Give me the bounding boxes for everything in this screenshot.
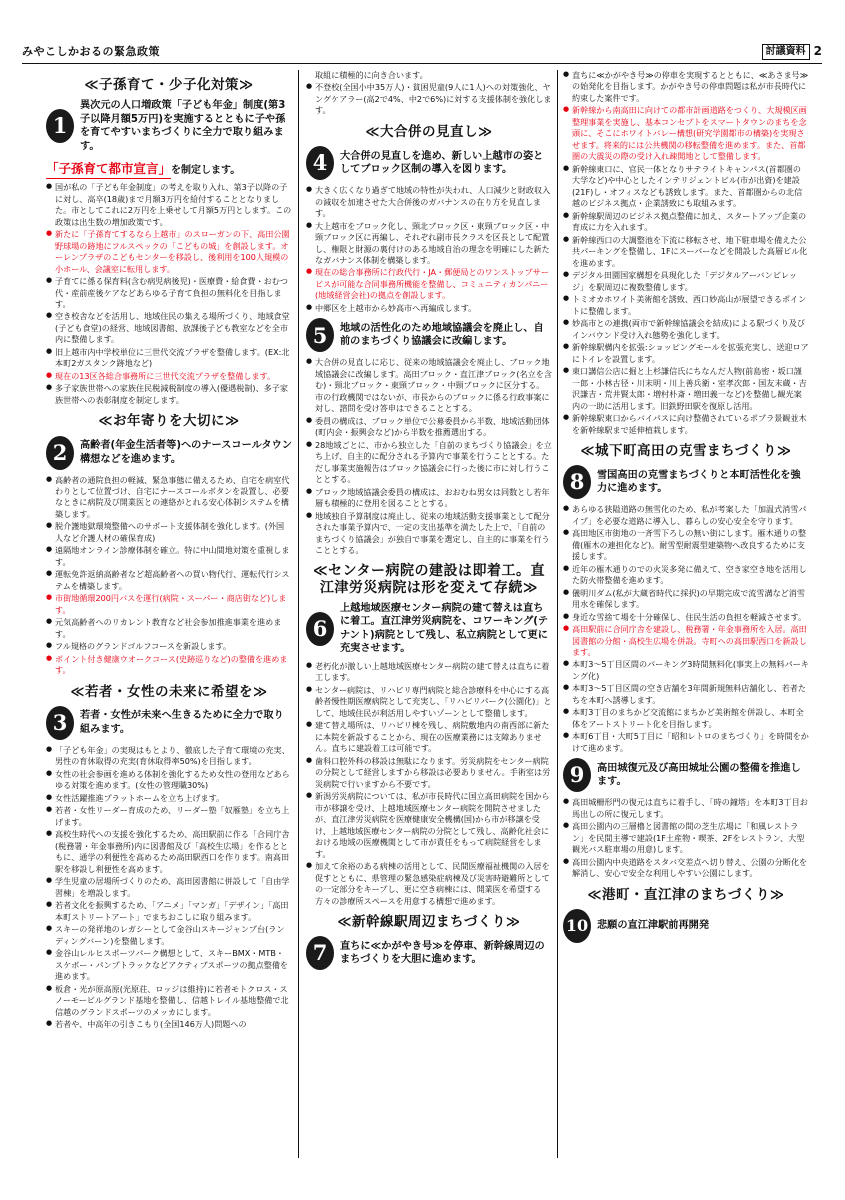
list-item: ● 学生児童の居場所づくりのため、高田図書館に併設して「自由学習棟」を増設します。 bbox=[46, 876, 292, 899]
list-item: ● 新幹線駅東口からバイパスに向け整備されているポプラ景観並木を新幹線駅まで延伸植栽します。 bbox=[563, 413, 809, 436]
section-1-title: ≪子孫育て・少子化対策≫ bbox=[84, 77, 254, 93]
section-6-title: ≪センター病院の建設は即着工。直江津労災病院は形を変えて存続≫ bbox=[312, 562, 546, 597]
list-item: ● 空き校舎などを活用し、地域住民の集える場所づくり、地域食堂(子ども食堂)の経営、地域図書館、放課後子ども教室などを全市内に整備します。 bbox=[46, 311, 292, 345]
list-item: ● 脱介護地獄環境整備へのサポート支援体制を強化します。(外国人など介護人材の確保育成) bbox=[46, 521, 292, 544]
list-item: ● 建て替え場所は、リハビリ棟を残し、病院敷地内の南西部に新たに本院を新設することから、現在の医療業務には支障ありません。直ちに建設着工は可能です。 bbox=[306, 720, 552, 754]
list-item: ● 本町3〜5丁目区間のパーキング3時間無料化(事実上の無料パーキング化) bbox=[563, 659, 809, 682]
section-number-badge: 10 bbox=[563, 909, 591, 943]
section-3-head bbox=[46, 706, 292, 740]
list-item: ● 現在の総合事務所に行政代行・JA・郵便局とのワンストップサービスが可能な合同事務所機能を整備し、コミュニティカンパニー(地域経営会社)の拠点を創設します。 bbox=[306, 267, 552, 301]
section-10-lead: 悲願の直江津駅前再開発 bbox=[597, 920, 710, 932]
section-8-head bbox=[563, 465, 809, 499]
list-item: ● 新幹線駅周辺のビジネス拠点整備に加え、スタートアップ企業の育成に力を入れます。 bbox=[563, 211, 809, 234]
list-item: ● 東口講信公店に掘と上杉謙信氏にちなんだ人物(前島密・坂口謹一郎・小林古径・川末明・川上善兵衛・室孝次郎・国友末蔵・吉沢謙吉・荒井賢太郎・増村朴斎・増田義一など)を整備し観光案内の一助に活用します。旧鉄野田駅を復原し活用。 bbox=[563, 366, 809, 412]
section-8-title: ≪城下町高田の克雪まちづくり≫ bbox=[580, 443, 792, 460]
section-number-badge: 5 bbox=[306, 318, 334, 352]
list-item: ● 高校生時代への支援を強化するため、高田駅前に作る「合同庁舎(税務署・年金事務所)内に図書館及び「高校生広場」を作るとともに、通学の利便性を高めるため高田駅西口を作ります。南高田駅を移設し利便性を高めます。 bbox=[46, 829, 292, 875]
slogan-tail: を制定します。 bbox=[171, 165, 241, 177]
list-item: ● 中郷区を上越市から妙高市へ再編成します。 bbox=[306, 303, 552, 314]
list-item: ● 板倉・光が原高原(光原荘、ロッジは維持)に若者モトクロス・スノーモービルグランド基地を整備し、信越トレイル基地整備で北信越のグランドスポーツのメッカにします。 bbox=[46, 984, 292, 1018]
section-7-title: ≪新幹線駅周辺まちづくり≫ bbox=[337, 914, 521, 931]
list-item: ● 儀明川ダム(私が大蔵省時代に採択)の早期完成で流雪溝など消雪用水を確保します。 bbox=[563, 588, 809, 611]
list-item: ● 本町6丁目・大町5丁目に「昭和レトロのまちづくり」を時間をかけて進めます。 bbox=[563, 731, 809, 754]
list-item: ● 大合併の見直しに応じ、従来の地域協議会を廃止し、ブロック地域協議会に改編します。高田ブロック・直江津ブロック(名立を含む)・頸北ブロック・東頸ブロック・中頸ブロックに区分する。市の行政機関ではないが、市長からのブロックに係る行政事案に対し、諮問を受け答申はできることとする。 bbox=[306, 357, 552, 414]
section-number-badge: 4 bbox=[306, 146, 334, 180]
list-item: ● センター病院は、リハビリ専門病院と総合診療科を中心にする高齢者慢性期医療病院として充実し、「リハビリパーク(公園化)」として、地域住民が利活用しやすいゾーンとして整備します。 bbox=[306, 685, 552, 719]
column-divider bbox=[557, 70, 558, 1158]
section-number-badge: 9 bbox=[563, 758, 591, 792]
list-item: ● フル規格のグランドゴルフコースを新設します。 bbox=[46, 641, 292, 652]
doc-label: 討議資料 bbox=[762, 44, 810, 60]
list-item: ● 新潟労災病院については、私が市長時代に国立高田病院を国から市が移譲を受け、上越地域医療センター病院を開院させましたが、直江津労災病院を医療健康安全機構(国)から市が移譲を受け、上越地域医療センター病院の分院として残し、高齢化社会における地域の医療機関として市が責任をもって病院経営をします。 bbox=[306, 791, 552, 860]
list-item: ● 新幹線から南高田に向けての都市計画道路をつくり、大規模区画整理事業を実施し、基本コンセプトをスマートタウンのまちを念頭に、そこにホワイトバレー構想(研究学園都市の構築)を実現させます。将来的には公共機関の移転整備を進めます。また、首都圏の大震災の際の受け入れ疎開地として整備します。 bbox=[563, 105, 809, 162]
list-item: ● 本町3〜5丁目区間の空き店舗を3年間新規無料店舗化し、若者たちを本町へ誘導します。 bbox=[563, 683, 809, 706]
slogan-line bbox=[46, 158, 292, 182]
list-item: ● あらゆる狭隘道路の無雪化のため、私が考案した「加温式消雪パイプ」を必要な道路に導入し、暮らしの安心安全を守ります。 bbox=[563, 504, 809, 527]
list-item: ● 近年の雁木通りのでの火災多発に備えて、空き家空き地を活用した防火帯整備を進めます。 bbox=[563, 564, 809, 587]
column-1 bbox=[46, 70, 292, 1158]
list-item: ● 直ちに≪かがやき号≫の停車を実現するとともに、≪あさま号≫の始発化を目指します。かがやき号の停車問題は私が市長時代に約束した案件です。 bbox=[563, 70, 809, 104]
list-item: ● 女性活躍推進プラットホームを立ち上げます。 bbox=[46, 793, 292, 804]
section-10-head bbox=[563, 909, 809, 943]
section-2-title: ≪お年寄りを大切に≫ bbox=[98, 413, 240, 430]
list-item: ● 若者・女性リーダー育成のため、リーダー塾「奴雁塾」を立ち上げます。 bbox=[46, 805, 292, 828]
list-item: ● 高田公園内中央道路をスタバ交差点へ切り替え、公園の分断化を解消し、安心で安全な利用しやすい公園にします。 bbox=[563, 857, 809, 880]
section-number-badge: 2 bbox=[46, 436, 74, 470]
section-5-head bbox=[306, 318, 552, 352]
slogan: 「子孫育て都市宣言」 bbox=[46, 160, 171, 179]
list-item: ● ポイント付き健康ウオークコース(史跡巡りなど)の整備を進めます。 bbox=[46, 654, 292, 677]
section-3-items bbox=[46, 745, 292, 1031]
list-item: ● 新たに「子孫育てするなら上越市」のスローガンの下、高田公園野球場の跡地にフルスペックの「こどもの城」を創設します。オーレンプラザのこどもセンターを移設し、後利用を100人規模の小ホール、会議室に転用します。 bbox=[46, 229, 292, 275]
section-3-lead: 若者・女性が未来へ生きるために全力で取り組みます。 bbox=[80, 710, 284, 735]
section-6-items bbox=[306, 661, 552, 907]
list-item: ● 高田地区市街地の一斉雪下ろしの無い街にします。雁木通りの整備(雁木の連担化など)。耐雪型耐震型建築物へ改良するために支援します。 bbox=[563, 528, 809, 562]
list-item: ● 老朽化が激しい上越地域医療センター病院の建て替えは直ちに着工します。 bbox=[306, 661, 552, 684]
list-item: ● 歯科口腔外科の移設は無駄になります。労災病院をセンター病院の分院として経営しますから移設は必要ありません。手術室は労災病院で行いますから不要です。 bbox=[306, 756, 552, 790]
list-item: ● 市街地循環200円バスを運行(病院・スーパー・商店街など)します。 bbox=[46, 593, 292, 616]
section-10-title: ≪港町・直江津のまちづくり≫ bbox=[587, 886, 785, 903]
column-divider bbox=[298, 70, 299, 1158]
section-8-items bbox=[563, 504, 809, 754]
list-item: ● 高田城柵形門の復元は直ちに着手し、「時の鐘塔」を本町3丁目お馬出しの所に復元します。 bbox=[563, 797, 809, 820]
list-item: ● 遠隔地オンライン診療体制を確立。特に中山間地対策を重視します。 bbox=[46, 545, 292, 568]
section-9-lead: 高田城復元及び高田城址公園の整備を推進します。 bbox=[597, 762, 801, 788]
list-item: ● デジタル田園国家構想を具現化した「デジタルアーバンビレッジ」を駅周辺に複数整備します。 bbox=[563, 270, 809, 293]
header-title: みやこしかおるの緊急政策 bbox=[22, 45, 160, 59]
list-item: ● 妙高市との連携(両市で新幹線協議会を結成)による駅づくり及びインバウンド受け入れ態勢を強化します。 bbox=[563, 318, 809, 341]
section-number-badge: 1 bbox=[46, 109, 74, 143]
section-9-head bbox=[563, 758, 809, 792]
list-item: ● ブロック地域協議会委員の構成は、おおむね男女は同数とし若年層も積極的に登用を図ることとする。 bbox=[306, 487, 552, 510]
list-item: ● 子育てに係る保育料(含む病児病後児)・医療費・給食費・おむつ代・産前産後ケアなどあらゆる子育て負担の無料化を目指します。 bbox=[46, 276, 292, 310]
list-item: ● 「子ども年金」の実現はもとより、徹底した子育て環境の充実、男性の育休取得の充実(育休取得率50%)を目指します。 bbox=[46, 745, 292, 768]
section-number-badge: 8 bbox=[563, 465, 591, 499]
section-5-items bbox=[306, 357, 552, 556]
list-item: ● 若者文化を振興するため、「アニメ」「マンガ」「デザイン」「高田本町ストリートアート」でまちおこしに取り組みます。 bbox=[46, 900, 292, 923]
list-item: ● 元気高齢者へのリカレント教育など社会参加推進事業を進めます。 bbox=[46, 617, 292, 640]
list-item: ● 国が私の「子ども年金制度」の考えを取り入れ、第3子以降の子に対し、高卒(18歳)まで月額3万円を給付することとなりました。市としてこれに2万円を上乗せして月額5万円とします。この政策は出生数の増加政策です。 bbox=[46, 182, 292, 228]
section-5-lead: 地域の活性化のため地域協議会を廃止し、自前のまちづくり協議会に改編します。 bbox=[340, 322, 544, 348]
list-item: ● 不登校(全国小中35万人)・貧困児童(9人に1人)への対策強化、ヤングケアラー(高2で4%、中2で6%)に対する支援体制を強化します。 bbox=[306, 82, 552, 116]
section-number-badge: 6 bbox=[306, 612, 334, 646]
section-2-head bbox=[46, 436, 292, 470]
header-right bbox=[762, 43, 822, 60]
section-9-items bbox=[563, 797, 809, 879]
list-item: ● 加えて余裕のある病棟の活用として、民間医療福祉機関の入居を促すとともに、県管理の緊急感染症病棟及び災害時避難所としての一定部分をキープし、更に空き病棟には、開業医を希望する方々の診療所スペースを用意する構想で進めます。 bbox=[306, 861, 552, 907]
page-header bbox=[22, 40, 822, 64]
section-number-badge: 7 bbox=[306, 936, 334, 970]
list-item: ● 28地域ごとに、市から独立した「自前のまちづくり協議会」を立ち上げ、自主的に配分される予算内で事業を行うこととする。ただし事業実施報告はブロック協議会に行った後に市に対し行うこととする。 bbox=[306, 440, 552, 486]
list-item: ● 若者や、中高年の引きこもり(全国146万人)問題への bbox=[46, 1019, 292, 1030]
list-item: ● 地域独自予算制度は廃止し、従来の地域活動支援事業として配分された事業予算内で、一定の支出基準を満たした上で、「自前のまちづくり協議会」が独自で事業を選定し、自主的に事業を行うこととする。 bbox=[306, 511, 552, 557]
section-2-lead: 高齢者(年金生活者等)へのナースコールタウン構想などを進めます。 bbox=[80, 439, 292, 465]
list-item: ● 高齢者の通院負担の軽減、緊急事態に備えるため、自宅を病室代わりとして位置づけ、自宅にナースコールボタンを設置し、必要なときに病院及び開業医との連絡がとれる安心体制システムを構築します。 bbox=[46, 475, 292, 521]
list-item: ● 金谷山レルヒスポーツパーク構想として、スキーBMX・MTB・スケボー・パンプトラックなどアクティブスポーツの拠点整備を進めます。 bbox=[46, 948, 292, 982]
column-2 bbox=[306, 70, 552, 1158]
list-item: ● 大上越市をブロック化し、頸北ブロック区・東頸ブロック区・中頸ブロック区に再編し、それぞれ副市長クラスを区長として配置し、権限と財源の裏付けのある地域自治の理念を明確にした新たなガバナンス体制を構築します。 bbox=[306, 221, 552, 267]
list-item: ● 多子家族世帯への家族住民税減税制度の導入(優遇税制)、多子家族世帯への表彰制度を制定します。 bbox=[46, 383, 292, 406]
list-item: ● 委員の構成は、ブロック単位で公募委員から半数、地域活動団体(町内会・振興会など)から半数を推薦選出する。 bbox=[306, 416, 552, 439]
list-item: ● トミオカホワイト美術館を誘致、西口妙高山が展望できるポイントに整備します。 bbox=[563, 294, 809, 317]
section-8-lead: 雪国高田の克雪まちづくりと本町活性化を強力に進めます。 bbox=[597, 469, 801, 495]
list-item: ● 高田公園内の三層櫓と図書館の間の芝生広場に「和風レストラン」を民間主導で建設(1F土産物・喫茶、2Fをレストラン、大型観光バス駐車場の用意)します。 bbox=[563, 821, 809, 855]
list-item: ● 本町3丁目のまちかど交流館にまちかど美術館を併設し、本町全体をアートストリート化を目指します。 bbox=[563, 707, 809, 730]
list-item: ● 新幹線西口の大調整池を下流に移転させ、地下駐車場を備えた公共パーキングを整備し、1Fにスーパーなどを開設した高層ビル化を進めます。 bbox=[563, 235, 809, 269]
section-7-lead: 直ちに≪かがやき号≫を停車、新幹線周辺のまちづくりを大胆に進めます。 bbox=[340, 940, 545, 966]
list-item: ● 新幹線駅構内を拡張:ショッピングモールを拡張充実し、送迎ロアにトイレを設置します。 bbox=[563, 342, 809, 365]
section-1-lead: 異次元の人口増政策「子ども年金」制度(第3子以降月額5万円)を実施するとともに子や孫を育てやすいまちづくりに全力で取り組みます。 bbox=[80, 100, 286, 152]
section-3-title: ≪若者・女性の未来に希望を≫ bbox=[70, 683, 268, 700]
list-item: ● 新幹線東口に、官民一体となりサテライトキャンパス(首都圏の大学など)や中心としたインテリジェントビル(市が出資)を建設(21F)し・オフィスなども誘致します。また、首都圏からの北信越のビジネス拠点・企業誘致にも取組みます。 bbox=[563, 164, 809, 210]
section-number-badge: 3 bbox=[46, 706, 74, 740]
list-item: ● 高田駅前に合同庁舎を建設し、税務署・年金事務所を入居。高田図書館の分館・高校生広場を併設。寺町への高田駅西口を新設します。 bbox=[563, 624, 809, 658]
list-item: ● 大きく広くなり過ぎて地域の特性が失われ、人口減少と財政収入の減収を加速させた大合併後のガバナンスの在り方を見直します。 bbox=[306, 185, 552, 219]
section-3-cont-items bbox=[306, 82, 552, 116]
list-item: ● 現在の13区各総合事務所に三世代交流プラザを整備します。 bbox=[46, 371, 292, 382]
section-7-head bbox=[306, 936, 552, 970]
section-6-head bbox=[306, 602, 552, 656]
list-item: ● 女性の社会参画を進める体制を強化するため女性の登用などあらゆる対策を進めます。(女性の管理職30%) bbox=[46, 769, 292, 792]
section-1-items bbox=[46, 182, 292, 406]
section-1-head bbox=[46, 99, 292, 153]
list-item: ● スキーの発祥地のレガシーとして金谷山スキージャンプ台(ランディングバーン)を整備します。 bbox=[46, 924, 292, 947]
page-number: 2 bbox=[813, 43, 822, 58]
list-item: ● 旧上越市内中学校単位に三世代交流プラザを整備します。(EX:北本町2ガスタンク跡地など) bbox=[46, 347, 292, 370]
section-7-items bbox=[563, 70, 809, 436]
section-2-items bbox=[46, 475, 292, 677]
section-4-head bbox=[306, 146, 552, 180]
column-3 bbox=[563, 70, 809, 1158]
section-4-lead: 大合併の見直しを進め、新しい上越市の姿としてブロック区制の導入を図ります。 bbox=[340, 150, 544, 176]
list-item: ● 身近な雪捨て場を十分確保し、住民生活の負担を軽減させます。 bbox=[563, 612, 809, 623]
section-4-items bbox=[306, 185, 552, 314]
list-item: ● 運転免許返納高齢者など超高齢者への買い物代行、運転代行システムを構築します。 bbox=[46, 569, 292, 592]
section-4-title: ≪大合併の見直し≫ bbox=[365, 123, 493, 140]
section-6-lead: 上越地域医療センター病院の建て替えは直ちに着工。直江津労災病院を、コワーキング(テナント)病院として残し、私立病院として更に充実させます。 bbox=[340, 602, 549, 655]
continued-text: 取組に積極的に向き合います。 bbox=[315, 70, 428, 80]
